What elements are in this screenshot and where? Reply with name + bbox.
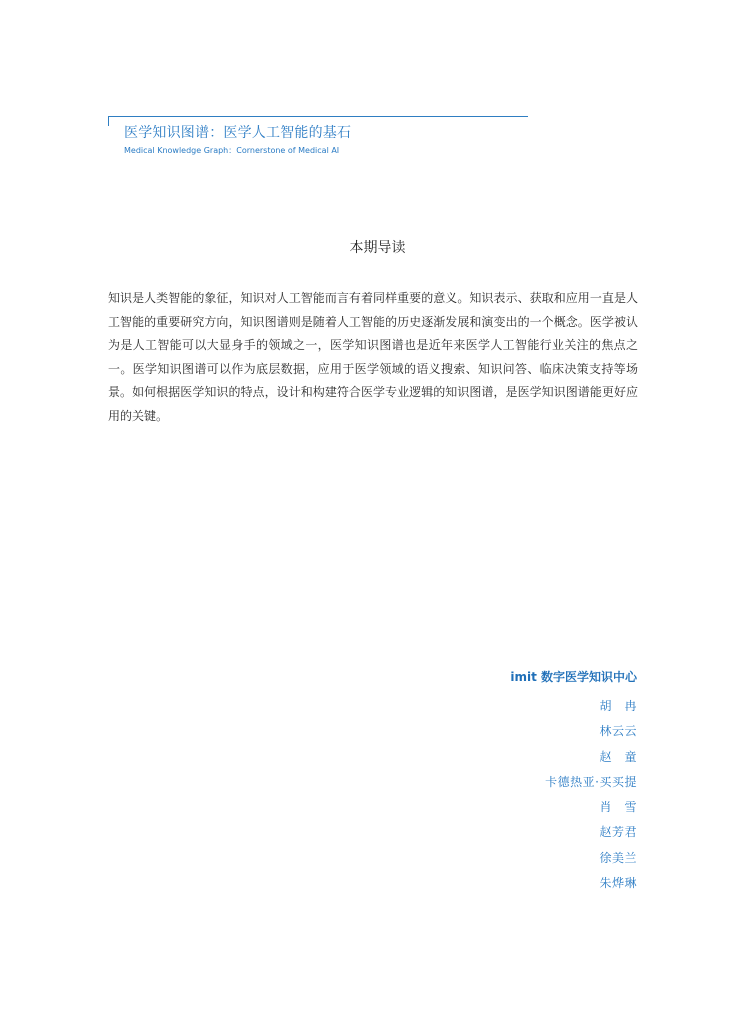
author-name: 徐美兰: [599, 850, 637, 865]
intro-paragraph: 知识是人类智能的象征，知识对人工智能而言有着同样重要的意义。知识表示、获取和应用一直是人工智能的重要研究方向，知识图谱则是随着人工智能的历史逐渐发展和演变出的一个概念。医学被认为是人工智能可以大显身手的领域之一，医学知识图谱也是近年来医学人工智能行业关注的焦点之一。医学知识图谱可以作为底层数据，应用于医学领域的语义搜索、知识问答、临床决策支持等场景。如何根据医学知识的特点，设计和构建符合医学专业逻辑的知识图谱，是医学知识图谱能更好应用的关键。: [108, 291, 638, 423]
author-block: [510, 668, 637, 896]
author-name: 肖 雪: [599, 800, 637, 815]
article-title: 医学知识图谱：医学人工智能的基石: [124, 125, 352, 141]
organization-name: imit 数字医学知识中心: [510, 670, 637, 684]
author-name: 卡德热亚·买买提: [545, 774, 637, 789]
author-name: 朱烨琳: [599, 876, 637, 891]
header-rule: [108, 116, 528, 117]
author-name: 赵 童: [599, 749, 637, 764]
article-subtitle: Medical Knowledge Graph：Cornerstone of Medical AI: [124, 146, 340, 155]
author-name: 胡 冉: [599, 699, 637, 713]
author-name: 赵芳君: [599, 825, 637, 840]
header-rule-tick: [108, 116, 109, 126]
section-heading: 本期导读: [349, 240, 406, 256]
author-name: 林云云: [599, 724, 637, 739]
